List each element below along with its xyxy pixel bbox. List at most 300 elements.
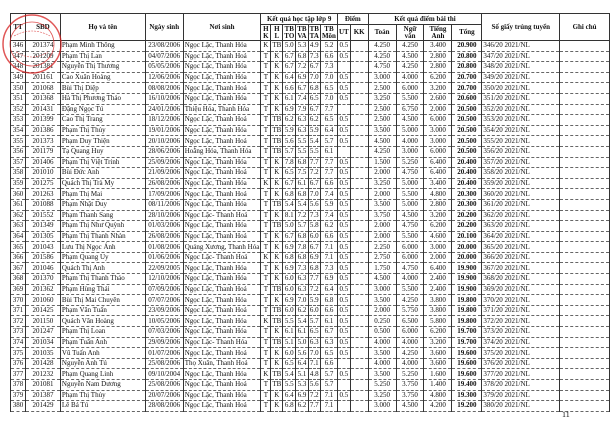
cell-tieng-anh: 3.400 xyxy=(424,178,452,189)
cell-ut xyxy=(337,104,350,115)
cell-kk xyxy=(350,93,368,104)
cell-ghi-chu xyxy=(560,41,610,52)
cell-hl: K xyxy=(271,93,283,104)
table-row xyxy=(11,263,610,274)
cell-tb-ta: 7.3 xyxy=(309,51,319,60)
cell-ut: 0.5 xyxy=(339,242,349,251)
cell-ho-ten: Bùi Thị Mai Chuyên xyxy=(60,295,145,306)
cell-hl: TB xyxy=(272,136,282,145)
cell-tong: 20.000 xyxy=(452,252,482,263)
cell-ghi-chu xyxy=(560,295,610,306)
cell-sbd: 201179 xyxy=(25,146,60,157)
cell-noi-sinh: Ngọc Lặc, Thanh Hoá xyxy=(183,168,261,179)
cell-hk: T xyxy=(261,210,271,221)
cell-tb-va: 5.7 xyxy=(297,221,307,230)
cell-ut: 0.5 xyxy=(339,390,349,399)
cell-ghi-chu xyxy=(560,51,610,62)
cell-tt: 347 xyxy=(11,51,26,62)
table-row xyxy=(11,401,610,412)
cell-tb-mon: 6.3 xyxy=(320,337,337,348)
cell-ngu-van: 5.250 xyxy=(396,369,424,380)
cell-tb-ta: 6.5 xyxy=(309,94,319,103)
table-row xyxy=(11,358,610,369)
cell-so-giay: 370/20 2021/NL xyxy=(482,295,560,306)
cell-tieng-anh: 4.800 xyxy=(424,189,452,200)
cell-ngu-van: 5.000 xyxy=(396,178,424,189)
cell-ngay-sinh: 05/05/2006 xyxy=(145,62,183,73)
cell-hl: K xyxy=(271,51,283,62)
cell-tb-ta: 7.3 xyxy=(309,210,319,219)
cell-tb-va: 7.8 xyxy=(297,242,307,251)
cell-hk: K xyxy=(261,316,271,327)
cell-tt: 378 xyxy=(11,380,26,391)
cell-hl: K xyxy=(271,390,283,401)
cell-noi-sinh: Ngọc Lặc, Thanh Hóa xyxy=(183,72,261,83)
cell-ghi-chu xyxy=(560,72,610,83)
cell-sbd: 201406 xyxy=(25,157,60,168)
cell-tong: 19.400 xyxy=(452,380,482,391)
header-tong: Tổng xyxy=(452,25,482,41)
header-ngay-sinh: Ngày sinh xyxy=(145,14,183,41)
cell-ngay-sinh: 19/01/2006 xyxy=(145,125,183,136)
cell-toan: 2.000 xyxy=(368,305,396,316)
cell-tb-to: 6.7 xyxy=(283,178,296,189)
cell-noi-sinh: Ngọc Lặc, Thanh Hóa xyxy=(183,263,261,274)
table-row xyxy=(11,284,610,295)
cell-tong: 20.200 xyxy=(452,221,482,232)
cell-tt: 369 xyxy=(11,284,26,295)
cell-hk: T xyxy=(261,51,271,62)
cell-sbd: 201043 xyxy=(25,242,60,253)
cell-so-giay: 371/20 2021/NL xyxy=(482,305,560,316)
cell-toan: 2.000 xyxy=(368,168,396,179)
table-row xyxy=(11,125,610,136)
cell-ghi-chu xyxy=(560,358,610,369)
cell-sbd: 201275 xyxy=(25,178,60,189)
cell-ghi-chu xyxy=(560,242,610,253)
cell-noi-sinh: Ngọc Lặc, Thanh Hóa xyxy=(183,295,261,306)
cell-ngu-van: 4.500 xyxy=(396,51,424,62)
cell-toan: 4.500 xyxy=(368,274,396,285)
cell-noi-sinh: Ngọc Lặc, Thanh Hóa xyxy=(183,369,261,380)
cell-hl: K xyxy=(271,263,283,274)
cell-tb-va: 6.7 xyxy=(297,83,307,92)
cell-tt: 373 xyxy=(11,327,26,338)
cell-ngay-sinh: 20/07/2006 xyxy=(145,390,183,401)
cell-tong: 20.500 xyxy=(452,146,482,157)
cell-tt: 370 xyxy=(11,295,26,306)
cell-ho-ten: Quách Văn Hoàng xyxy=(60,316,145,327)
cell-ngay-sinh: 08/11/2006 xyxy=(145,199,183,210)
cell-noi-sinh: Ngọc Lặc, Thanh Hóa xyxy=(183,390,261,401)
cell-tieng-anh: 3.000 xyxy=(424,136,452,147)
cell-tb-va: 6.8 xyxy=(297,253,307,262)
cell-sbd: 201381 xyxy=(25,62,60,73)
cell-tb-to: 5.7 xyxy=(283,146,296,157)
cell-tt: 361 xyxy=(11,199,26,210)
cell-ut xyxy=(337,401,350,412)
table-row xyxy=(11,390,610,401)
cell-tt: 367 xyxy=(11,263,26,274)
cell-tb-to: 6.1 xyxy=(283,93,296,104)
cell-tieng-anh: 3.400 xyxy=(424,41,452,52)
cell-ngay-sinh: 25/09/2006 xyxy=(145,157,183,168)
cell-tb-va: 6.8 xyxy=(297,231,307,240)
cell-hl: TB xyxy=(272,41,282,50)
cell-so-giay: 372/20 2021/NL xyxy=(482,316,560,327)
cell-so-giay: 376/20 2021/NL xyxy=(482,358,560,369)
cell-tt: 379 xyxy=(11,390,26,401)
cell-noi-sinh: Ngọc Lặc- Thanh Hóa xyxy=(183,337,261,348)
cell-tieng-anh: 6.200 xyxy=(424,72,452,83)
table-row xyxy=(11,93,610,104)
cell-hl: TB xyxy=(272,284,282,293)
cell-tb-to: 5.0 xyxy=(283,221,296,232)
cell-ngay-sinh: 10/05/2006 xyxy=(145,316,183,327)
cell-sbd: 201209 xyxy=(25,51,60,62)
cell-ut xyxy=(337,62,350,73)
cell-noi-sinh: Ngọc Lặc, Thanh Hoá xyxy=(183,189,261,200)
cell-tb-va: 6.8 xyxy=(297,189,307,198)
cell-toan: 2.000 xyxy=(368,221,396,232)
cell-tb-ta: 6.5 xyxy=(309,327,319,336)
cell-ho-ten: Phạm Quang Uy xyxy=(60,252,145,263)
cell-ho-ten: Phạm Thị Mai xyxy=(60,189,145,200)
cell-noi-sinh: Ngọc Lặc, Thanh Hoá xyxy=(183,231,261,242)
cell-tong: 20.800 xyxy=(452,62,482,73)
cell-ngay-sinh: 07/03/2006 xyxy=(145,327,183,338)
cell-hk: T xyxy=(261,199,271,210)
table-row xyxy=(11,242,610,253)
cell-ghi-chu xyxy=(560,263,610,274)
cell-toan: 4.250 xyxy=(368,146,396,157)
cell-tb-to: 6.0 xyxy=(283,274,296,285)
cell-hk: T xyxy=(261,125,271,136)
cell-ngu-van: 3.750 xyxy=(396,390,424,401)
cell-hk: T xyxy=(261,263,271,274)
cell-ghi-chu xyxy=(560,93,610,104)
cell-hk: T xyxy=(261,221,271,232)
cell-tb-mon: 6.6 xyxy=(320,305,337,316)
cell-tb-mon: 5.9 xyxy=(320,199,337,210)
cell-tb-mon: 6.5 xyxy=(320,83,337,94)
cell-kk xyxy=(350,168,368,179)
cell-ngay-sinh: 25/08/2006 xyxy=(145,380,183,391)
cell-sbd: 201150 xyxy=(25,316,60,327)
cell-so-giay: 358/20 2021/NL xyxy=(482,168,560,179)
cell-hl: K xyxy=(271,168,283,179)
cell-ho-ten: Nguyễn Nam Dương xyxy=(60,380,145,391)
cell-ho-ten: Phạm Văn Tuấn xyxy=(60,305,145,316)
cell-tb-mon: 7.7 xyxy=(320,104,337,115)
cell-tb-to: 6.9 xyxy=(283,263,296,274)
cell-tb-ta: 7.0 xyxy=(309,348,319,357)
table-body xyxy=(11,41,610,412)
cell-ho-ten: Đặng Ngọc Tú xyxy=(60,104,145,115)
cell-ngu-van: 5.250 xyxy=(396,157,424,168)
header-so-giay: Số giấy trúng tuyển xyxy=(482,14,560,41)
cell-tb-mon: 7.1 xyxy=(320,252,337,263)
cell-toan: 3.250 xyxy=(368,178,396,189)
cell-hl: TB xyxy=(272,200,282,209)
cell-tb-va: 6.9 xyxy=(297,390,307,399)
cell-ghi-chu xyxy=(560,104,610,115)
table-row xyxy=(11,178,610,189)
cell-ho-ten: Phạm Duy Thiện xyxy=(60,136,145,147)
cell-tong: 19.800 xyxy=(452,305,482,316)
cell-ut: 0.5 xyxy=(339,253,349,262)
cell-tb-ta: 7.2 xyxy=(309,390,319,399)
cell-tb-ta: 5.8 xyxy=(309,221,319,230)
cell-hk: T xyxy=(261,189,271,200)
cell-toan: 3.750 xyxy=(368,210,396,221)
cell-tb-to: 6.2 xyxy=(283,115,296,126)
cell-tb-mon: 7.1 xyxy=(320,390,337,401)
cell-ngu-van: 3.750 xyxy=(396,380,424,391)
cell-sbd: 201586 xyxy=(25,252,60,263)
cell-tb-ta: 6.0 xyxy=(309,231,319,240)
cell-noi-sinh: Ngọc Lặc, Thanh Hoá xyxy=(183,136,261,147)
cell-tb-mon: 6.6 xyxy=(320,51,337,62)
cell-ngu-van: 5.500 xyxy=(396,284,424,295)
cell-ho-ten: Nguyễn Thị Thương xyxy=(60,62,145,73)
cell-ngu-van: 5.500 xyxy=(396,231,424,242)
cell-tb-ta: 7.2 xyxy=(309,168,319,177)
cell-tt: 363 xyxy=(11,221,26,232)
cell-tb-va: 5.4 xyxy=(297,200,307,209)
cell-hk: T xyxy=(261,136,271,147)
cell-hl: K xyxy=(271,157,283,168)
cell-tong: 20.300 xyxy=(452,199,482,210)
cell-tong: 19.700 xyxy=(452,337,482,348)
cell-sbd: 201373 xyxy=(25,136,60,147)
cell-tb-va: 6.4 xyxy=(297,359,307,368)
cell-tb-mon: 7.7 xyxy=(320,168,337,179)
cell-tb-mon: 6.8 xyxy=(320,295,337,306)
cell-ho-ten: Tạ Quang Huy xyxy=(60,146,145,157)
cell-so-giay: 368/20 2021/NL xyxy=(482,274,560,285)
table-row xyxy=(11,337,610,348)
cell-tb-mon: 5.7 xyxy=(320,369,337,380)
cell-so-giay: 373/20 2021/NL xyxy=(482,327,560,338)
cell-tb-to: 6.0 xyxy=(283,305,296,316)
cell-ngay-sinh: 12/10/2006 xyxy=(145,274,183,285)
cell-kk xyxy=(350,274,368,285)
cell-ho-ten: Phạm Minh Thông xyxy=(60,41,145,52)
cell-sbd: 201088 xyxy=(25,199,60,210)
cell-tb-mon: 6.5 xyxy=(320,348,337,359)
cell-kk xyxy=(350,337,368,348)
cell-noi-sinh: Ngọc Lặc, Thanh Hóa xyxy=(183,93,261,104)
cell-ngu-van: 4.000 xyxy=(396,274,424,285)
cell-toan: 3.500 xyxy=(368,348,396,359)
cell-noi-sinh: Ngọc Lặc, Thanh Hóa xyxy=(183,316,261,327)
cell-sbd: 201428 xyxy=(25,358,60,369)
cell-ho-ten: Hà Thị Phương Thảo xyxy=(60,93,145,104)
cell-toan: 4.000 xyxy=(368,358,396,369)
cell-tt: 368 xyxy=(11,274,26,285)
cell-ngay-sinh: 17/09/2006 xyxy=(145,189,183,200)
cell-ho-ten: Vũ Tuấn Anh xyxy=(60,348,145,359)
cell-tb-va: 5.3 xyxy=(297,41,307,50)
cell-so-giay: 348/20 2021/NL xyxy=(482,62,560,73)
cell-tieng-anh: 1.600 xyxy=(424,369,452,380)
cell-so-giay: 354/20 2021/NL xyxy=(482,125,560,136)
table-row xyxy=(11,146,610,157)
cell-ut: 0.5 xyxy=(339,210,349,219)
table-row xyxy=(11,274,610,285)
table-row xyxy=(11,380,610,391)
cell-kk xyxy=(350,316,368,327)
cell-toan: 0.500 xyxy=(368,327,396,338)
cell-ngu-van: 4.000 xyxy=(396,72,424,83)
cell-tb-to: 5.4 xyxy=(283,369,296,380)
cell-ngay-sinh: 07/09/2006 xyxy=(145,284,183,295)
cell-sbd: 201552 xyxy=(25,210,60,221)
header-diem: Điểm xyxy=(337,14,368,25)
cell-tb-mon: 6.4 xyxy=(320,284,337,295)
cell-ngay-sinh: 22/09/2005 xyxy=(145,263,183,274)
cell-tieng-anh: 2.400 xyxy=(424,274,452,285)
cell-ghi-chu xyxy=(560,146,610,157)
cell-ho-ten: Phạm Thị Lan xyxy=(60,51,145,62)
cell-tb-mon: 6.9 xyxy=(320,274,337,285)
cell-kk xyxy=(350,125,368,136)
cell-sbd: 201010 xyxy=(25,168,60,179)
cell-so-giay: 357/20 2021/NL xyxy=(482,157,560,168)
cell-tong: 19.600 xyxy=(452,369,482,380)
cell-sbd: 201425 xyxy=(25,305,60,316)
cell-ghi-chu xyxy=(560,231,610,242)
cell-tb-ta: 5.9 xyxy=(309,295,319,304)
cell-kk xyxy=(350,51,368,62)
cell-hl: K xyxy=(271,348,283,359)
cell-hl: TB xyxy=(272,147,282,156)
cell-ut: 0.5 xyxy=(339,327,349,336)
admission-results-table xyxy=(10,13,610,412)
cell-ngu-van: 4.250 xyxy=(396,348,424,359)
cell-tb-ta: 6.7 xyxy=(309,104,319,113)
cell-ngu-van: 6.750 xyxy=(396,104,424,115)
cell-toan: 5.250 xyxy=(368,380,396,391)
table-row xyxy=(11,369,610,380)
cell-hk: T xyxy=(261,62,271,73)
cell-tong: 19.900 xyxy=(452,284,482,295)
cell-tong: 20.400 xyxy=(452,157,482,168)
cell-noi-sinh: Ngọc Lặc, Thanh Hoá xyxy=(183,83,261,94)
cell-ghi-chu xyxy=(560,252,610,263)
cell-ut: 0.5 xyxy=(339,369,349,378)
cell-hk: T xyxy=(261,93,271,104)
cell-tb-va: 6.3 xyxy=(297,284,307,293)
cell-so-giay: 366/20 2021/NL xyxy=(482,252,560,263)
table-row xyxy=(11,348,610,359)
header-kk: KK xyxy=(350,25,368,41)
cell-noi-sinh: Ngọc Lặc, Thanh Hoá xyxy=(183,401,261,412)
cell-sbd: 201370 xyxy=(25,274,60,285)
cell-tt: 358 xyxy=(11,168,26,179)
cell-hl: K xyxy=(271,252,283,263)
header-tb-va: TB VA xyxy=(297,24,307,40)
cell-noi-sinh: Ngọc Lặc, Thanh Hoá xyxy=(183,348,261,359)
cell-so-giay: 347/20 2021/NL xyxy=(482,51,560,62)
cell-tieng-anh: 6.000 xyxy=(424,115,452,126)
table-row xyxy=(11,83,610,94)
cell-tong: 20.100 xyxy=(452,231,482,242)
cell-tb-ta: 7.1 xyxy=(309,359,319,368)
cell-tong: 20.600 xyxy=(452,93,482,104)
cell-hk: T xyxy=(261,305,271,316)
cell-noi-sinh: Ngọc Lặc, Thanh Hóa xyxy=(183,274,261,285)
cell-hk: T xyxy=(261,295,271,306)
cell-tb-ta: 4.8 xyxy=(309,369,319,378)
header-sbd: SBD xyxy=(25,14,60,41)
cell-hk: T xyxy=(261,231,271,242)
cell-ho-ten: Nguyễn Anh Tú xyxy=(60,358,145,369)
cell-tong: 19.800 xyxy=(452,295,482,306)
cell-tb-to: 6.9 xyxy=(283,104,296,115)
cell-kk xyxy=(350,41,368,52)
cell-toan: 2.500 xyxy=(368,83,396,94)
cell-ut: 0.5 xyxy=(339,221,349,230)
cell-tb-va: 6.1 xyxy=(297,179,307,188)
cell-hl: K xyxy=(271,401,283,412)
cell-tieng-anh: 2.800 xyxy=(424,62,452,73)
cell-ho-ten: Lưu Thị Ngọc Ánh xyxy=(60,242,145,253)
table-row xyxy=(11,316,610,327)
cell-tb-mon: 5.7 xyxy=(320,136,337,147)
cell-ut: 0.5 xyxy=(339,73,349,82)
cell-so-giay: 362/20 2021/NL xyxy=(482,210,560,221)
cell-sbd: 201349 xyxy=(25,221,60,232)
cell-toan: 2.250 xyxy=(368,242,396,253)
cell-ghi-chu xyxy=(560,390,610,401)
cell-tb-to: 5.5 xyxy=(283,380,296,391)
cell-kk xyxy=(350,104,368,115)
cell-tong: 19.900 xyxy=(452,274,482,285)
cell-sbd: 201068 xyxy=(25,83,60,94)
cell-kk xyxy=(350,305,368,316)
cell-hk: K xyxy=(261,252,271,263)
cell-tb-to: 6.7 xyxy=(283,62,296,73)
cell-kk xyxy=(350,115,368,126)
cell-tb-to: 6.8 xyxy=(283,252,296,263)
cell-tb-va: 7.2 xyxy=(297,210,307,219)
cell-kk xyxy=(350,221,368,232)
table-row xyxy=(11,62,610,73)
cell-toan: 4.500 xyxy=(368,136,396,147)
cell-ho-ten: Bùi Đức Anh xyxy=(60,168,145,179)
cell-hl: TB xyxy=(272,306,282,315)
cell-ngay-sinh: 18/12/2006 xyxy=(145,115,183,126)
cell-ut: 0.5 xyxy=(339,231,349,240)
cell-hk: T xyxy=(261,168,271,179)
page-number: 11 xyxy=(562,410,570,419)
cell-hk: T xyxy=(261,390,271,401)
cell-ho-ten: Cao Thị Trang xyxy=(60,115,145,126)
cell-ho-ten: Phạm Thị Như Quỳnh xyxy=(60,221,145,232)
cell-ut: 0.5 xyxy=(339,136,349,145)
cell-hl: TB xyxy=(272,337,282,346)
cell-sbd: 201046 xyxy=(25,263,60,274)
cell-tong: 19.800 xyxy=(452,316,482,327)
cell-tt: 357 xyxy=(11,157,26,168)
cell-ngu-van: 4.250 xyxy=(396,62,424,73)
cell-tb-to: 6.5 xyxy=(283,168,296,179)
cell-hl: K xyxy=(271,83,283,94)
cell-tb-to: 5.4 xyxy=(283,199,296,210)
cell-toan: 3.000 xyxy=(368,401,396,412)
